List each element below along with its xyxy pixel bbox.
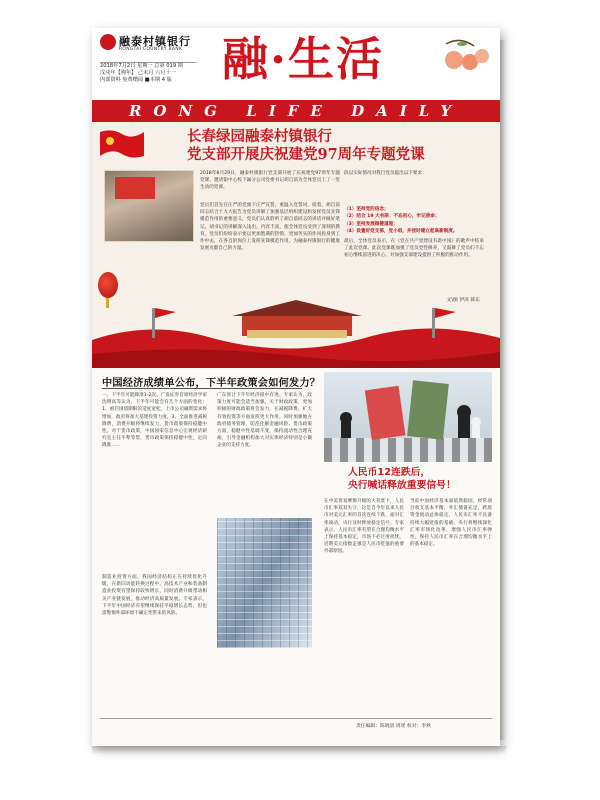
section3-title-line1: 人民币12连跌后， bbox=[348, 467, 431, 478]
lunar-date: 戊戌年【狗年】 己未月 六月十一 bbox=[100, 70, 176, 76]
building-windows bbox=[217, 518, 312, 648]
newspaper-page bbox=[92, 28, 500, 746]
bank-name-en: RONGTAI COUNTRY BANK bbox=[119, 47, 183, 52]
feature-right-intro: 段以实际情况对我行党员提出以下要求： bbox=[344, 171, 427, 176]
masthead-title: 融·生活 bbox=[222, 32, 385, 86]
masthead bbox=[92, 28, 500, 100]
lantern-icon bbox=[98, 272, 118, 298]
issue-meta bbox=[100, 62, 196, 84]
section2-rule bbox=[102, 388, 302, 389]
feature-intro: 2018年6月29日，融泰村镇银行党支部开展了庆祝建党97周年专题党课，邀请银中心校下属分公司党委书记胡自前为全体党员上了一堂生动的党课。 bbox=[200, 171, 340, 191]
bank-logo-icon bbox=[100, 34, 116, 50]
photo-screen bbox=[115, 177, 155, 199]
issue-date: 2018年7月2日 星期一 总第 019 期 bbox=[100, 63, 183, 69]
section2-title: 中国经济成绩单公布，下半年政策会如何发力？ bbox=[102, 378, 321, 389]
bank-name: 融泰村镇银行 bbox=[119, 35, 191, 48]
bullet-item: （3）坚持发展稳健道理； bbox=[344, 221, 398, 227]
feature-article bbox=[92, 122, 500, 368]
feature-author: 文\图 伊泽 韩东 bbox=[446, 298, 480, 303]
feature-headline-line1: 长春绿园融泰村镇银行 bbox=[187, 128, 332, 145]
feature-body: 党员们首先在庄严的党旗下庄严宣誓，重温入党誓词，接着，胡自前同志结合十九大报告为党员讲解了加强基层组织建设和发挥党员先锋模范作用的重要意义，党员们认真聆听了胡自前同志的讲话并做好笔记。胡书记的讲解深入浅出、内容丰富，使全体党员受到了深刻的教育，党员们纷纷表示要以更加饱满的热情、更加务实的作风投身到工作中去，在各自的岗位上发挥先锋模范作用，为融泰村镇银行的健康发展贡献自己的力量。 bbox=[200, 203, 340, 252]
feature-conclusion: 最后，全体党员表示，在《党在共产党建设有新中国》的歌声中结束了此次党课。此次党课既加强了党员党性修养，又鼓舞了党员们不忘初心继续前进的决心，对加强支部建设提供了积极的推动作用。 bbox=[344, 239, 484, 259]
bullet-item: （2）结合 19 大有限：不忘初心，牢记使命； bbox=[344, 214, 440, 220]
feature-headline bbox=[187, 128, 425, 164]
section3-col1: 在中美贸易摩擦升级的大背景下，人民币汇率双双失守，这是自今年以来人民币对美元汇率的首次连续下跌，面对汇率波动，央行及时释放稳定信号。专家表示，人民币汇率有望在合理均衡水平上保持基本稳定，市场不必过度担忧。近期美元指数走强是人民币贬值的重要外部原因。 bbox=[324, 499, 404, 555]
bullet-item: （1）坚持党的信念； bbox=[344, 207, 389, 212]
chess-currency-photo bbox=[324, 372, 492, 462]
party-flag-icon bbox=[98, 128, 146, 162]
masthead-band bbox=[92, 100, 500, 122]
section2-col1: 一、下半年可能降准1-2次。广发证券首席经济学家沈明高等认为，下半年可能会有几个方面的变化：1、重启国债期限的适度宽松，上市公司融资需求将增加，政府将加大基建投资力度，3、全面推进减税降费，消费升级将继续发力，货币政策保持稳健中性。对于货币政策，中国国家信息中心宏观经济研究室主任牛犁等您，货币政策保持稳健中性，定向降准…… bbox=[102, 393, 207, 449]
page-bottom-shadow bbox=[92, 746, 506, 754]
footer-rule bbox=[100, 718, 492, 719]
skyscraper-photo bbox=[217, 518, 312, 648]
feature-bullets bbox=[344, 206, 474, 236]
feature-headline-line2: 党支部开展庆祝建党97周年专题党课 bbox=[187, 146, 425, 163]
bullet-item: （4）设置好党支部，党小组，并按时建立起高新制度。 bbox=[344, 229, 458, 235]
chess-pieces-icon bbox=[324, 372, 492, 462]
tiananmen-scene-icon bbox=[92, 300, 500, 368]
masthead-subtitle: RONG LIFE DAILY bbox=[128, 102, 464, 120]
section2-col2: 广东预计下半年经济稳中有进。专家认为，政策力度可能会适当加强。关于财政政策，更加积极的财政政策将会发力，在减税降费、扩大有效投资等方面发挥更大作用。同时加强地方政府债务管理，防范化解金融风险。货币政策方面，稳健中性基调不变，保持流动性合理充裕，引导金融机构加大对实体经济特别是小微企业的支持力度。 bbox=[217, 393, 312, 449]
page-edge-shadow bbox=[500, 40, 506, 740]
section3-col2: 当前中国经济基本面依然稳固，经常项目收支基本平衡，外汇储备充足，跨境资金流动总体稳定，人民币汇率不具备持续大幅贬值的基础。央行将继续深化汇率市场化改革，增强人民币汇率弹性，保持人民币汇率在合理均衡水平上的基本稳定。 bbox=[410, 499, 492, 548]
issue-info: 内部资料 免费赠阅 ■本期 4 版 bbox=[100, 77, 172, 83]
meeting-photo bbox=[104, 170, 194, 242]
section3-title bbox=[348, 466, 456, 492]
section3-title-line2: 央行喊话释放重要信号！ bbox=[348, 480, 456, 491]
editor-credits: 责任编辑：陈晓晨 周瑶 校对：李秋 bbox=[356, 724, 432, 729]
section2-col3: 制造业投资方面，我国经济结构正在持续优化升级，在新旧动能转换过程中，高技术产业和装备制造业投资有望保持较快增长，同时消费升级带动相关产业链发展，推动经济高质量发展。专家表示，下半年中国经济有望继续保持平稳增长态势，但也需警惕外部环境不确定性带来的风险。 bbox=[102, 575, 207, 617]
peach-decoration-icon bbox=[440, 34, 492, 74]
